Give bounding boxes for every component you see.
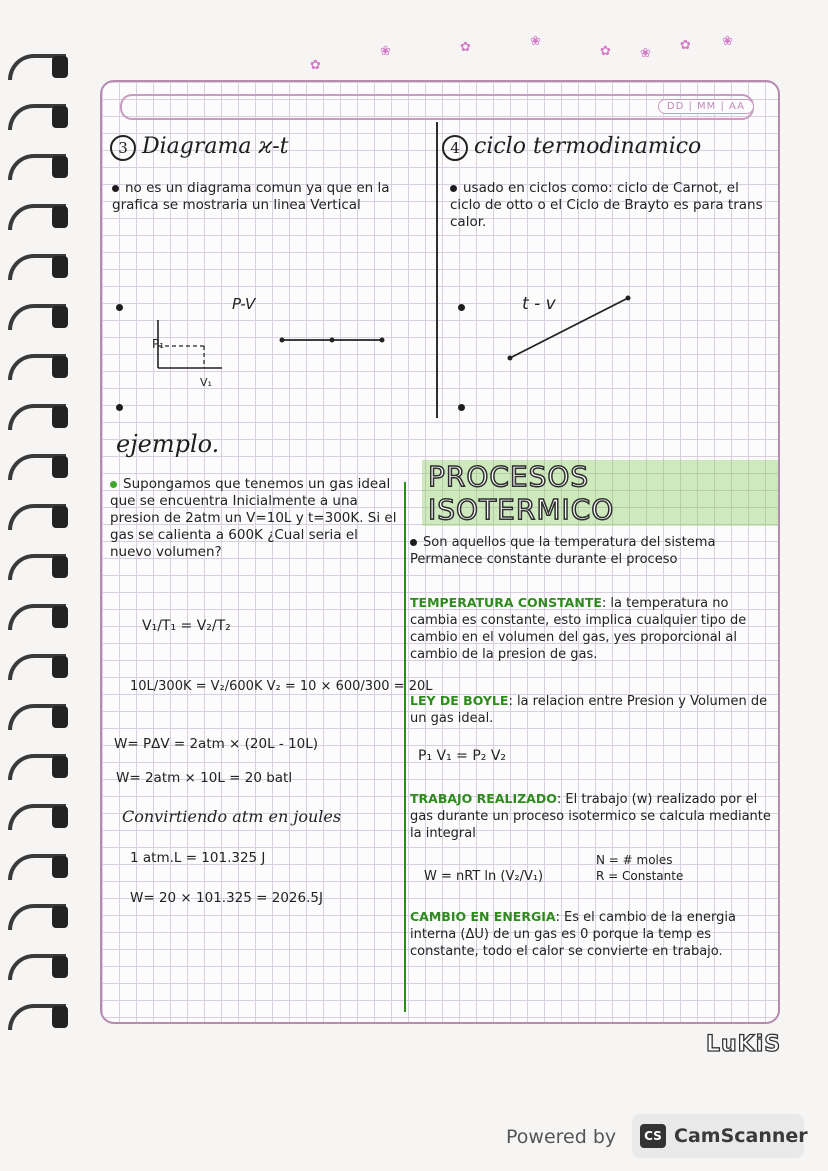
axis-p-label: P₁ xyxy=(152,337,165,351)
section4-graph xyxy=(502,292,642,362)
example-eq2: 10L/300K = V₂/600K V₂ = 10 × 600/300 = 20L xyxy=(130,679,433,694)
spiral-ring xyxy=(0,500,70,534)
bullet-icon xyxy=(410,539,417,546)
signature-logo: LuKiS xyxy=(706,1032,782,1057)
flower-doodle-icon: ❀ xyxy=(530,34,541,49)
work-equation: W = nRT ln (V₂/V₁) xyxy=(424,869,544,884)
camscanner-badge[interactable] xyxy=(632,1114,808,1158)
n-definition: N = # moles xyxy=(596,853,673,867)
spiral-ring xyxy=(0,400,70,434)
spiral-ring xyxy=(0,950,70,984)
spiral-ring xyxy=(0,700,70,734)
bullet-icon xyxy=(450,185,457,192)
bullet-icon xyxy=(458,304,465,311)
bullet-icon xyxy=(458,404,465,411)
flower-doodle-icon: ❀ xyxy=(380,44,391,59)
spiral-ring xyxy=(0,100,70,134)
section3-bullet: no es un diagrama comun ya que en la grafica se mostraria un linea Vertical xyxy=(112,180,390,213)
cambio-energia-item: CAMBIO EN ENERGIA: Es el cambio de la energia interna (ΔU) de un gas es 0 porque la temp es constante, todo el calor se convierte en trabajo. xyxy=(410,909,736,959)
bullet-icon xyxy=(116,304,123,311)
section3-graph-label: P-V xyxy=(232,295,256,313)
notebook-page xyxy=(100,80,780,1024)
bottom-column-divider xyxy=(404,482,406,1012)
example-title: ejemplo. xyxy=(116,430,220,458)
flower-doodle-icon: ✿ xyxy=(680,38,691,53)
camscanner-label: CamScanner xyxy=(674,1125,808,1147)
example-eq1: V₁/T₁ = V₂/T₂ xyxy=(142,618,231,634)
bullet-icon xyxy=(116,404,123,411)
spiral-ring xyxy=(0,750,70,784)
spiral-ring xyxy=(0,50,70,84)
flower-doodle-icon: ❀ xyxy=(640,46,651,61)
bullet-icon xyxy=(112,185,119,192)
bullet-icon xyxy=(110,481,117,488)
section4-bullet: usado en ciclos como: ciclo de Carnot, el ciclo de otto o el Ciclo de Brayto es para trans calor. xyxy=(450,180,763,230)
procesos-intro: Son aquellos que la temperatura del sistema Permanece constante durante el proceso xyxy=(410,535,716,567)
procesos-title: PROCESOS ISOTERMICO xyxy=(422,460,778,526)
section3-graph xyxy=(132,320,402,390)
spiral-ring xyxy=(0,600,70,634)
spiral-ring xyxy=(0,900,70,934)
r-definition: R = Constante xyxy=(596,869,684,883)
section3-title: 3 Diagrama ϰ-t xyxy=(110,134,288,161)
flower-doodle-icon: ✿ xyxy=(310,58,321,73)
ley-boyle-item: LEY DE BOYLE: la relacion entre Presion y Volumen de un gas ideal. xyxy=(410,693,768,726)
spiral-ring xyxy=(0,850,70,884)
date-box: DD | MM | AA xyxy=(658,99,754,114)
spiral-ring xyxy=(0,250,70,284)
flower-doodle-icon: ✿ xyxy=(600,44,611,59)
section4-graph-label: t - v xyxy=(522,294,556,314)
spiral-ring xyxy=(0,800,70,834)
example-eq4: W= 2atm × 10L = 20 batl xyxy=(116,770,293,786)
temperatura-constante-item: TEMPERATURA CONSTANTE: la temperatura no cambia es constante, esto implica cualquier tipo de cambio en el volumen del gas, yes proporcional al cambio de la presion de gas. xyxy=(410,595,747,662)
flower-doodle-icon: ✿ xyxy=(460,40,471,55)
spiral-ring xyxy=(0,1000,70,1034)
spiral-ring xyxy=(0,350,70,384)
axis-v-label: V₁ xyxy=(200,376,212,389)
example-convert: Convirtiendo atm en joules xyxy=(122,807,342,826)
spiral-ring xyxy=(0,550,70,584)
section3-number: 3 xyxy=(110,135,136,161)
example-statement: Supongamos que tenemos un gas ideal que se encuentra Inicialmente a una presion de 2atm un V=10L y t=300K. Si el gas se calienta a 600K ¿Cual seria el nuevo volumen? xyxy=(110,476,397,560)
trabajo-realizado-item: TRABAJO REALIZADO: El trabajo (w) realizado por el gas durante un proceso isotermico se calcula mediante la integral xyxy=(410,791,771,841)
example-eq5: 1 atm.L = 101.325 J xyxy=(130,850,266,866)
spiral-ring xyxy=(0,300,70,334)
top-column-divider xyxy=(436,122,438,418)
powered-by-text: Powered by xyxy=(506,1126,617,1148)
flower-doodle-icon: ❀ xyxy=(722,34,733,49)
spiral-ring xyxy=(0,150,70,184)
section4-title: 4 ciclo termodinamico xyxy=(442,134,701,161)
spiral-ring xyxy=(0,650,70,684)
spiral-ring xyxy=(0,200,70,234)
example-eq6: W= 20 × 101.325 = 2026.5J xyxy=(130,890,323,906)
example-eq3: W= PΔV = 2atm × (20L - 10L) xyxy=(114,736,319,752)
camscanner-icon: CS xyxy=(640,1124,666,1148)
spiral-ring xyxy=(0,450,70,484)
boyle-equation: P₁ V₁ = P₂ V₂ xyxy=(418,748,507,764)
section4-number: 4 xyxy=(442,135,468,161)
